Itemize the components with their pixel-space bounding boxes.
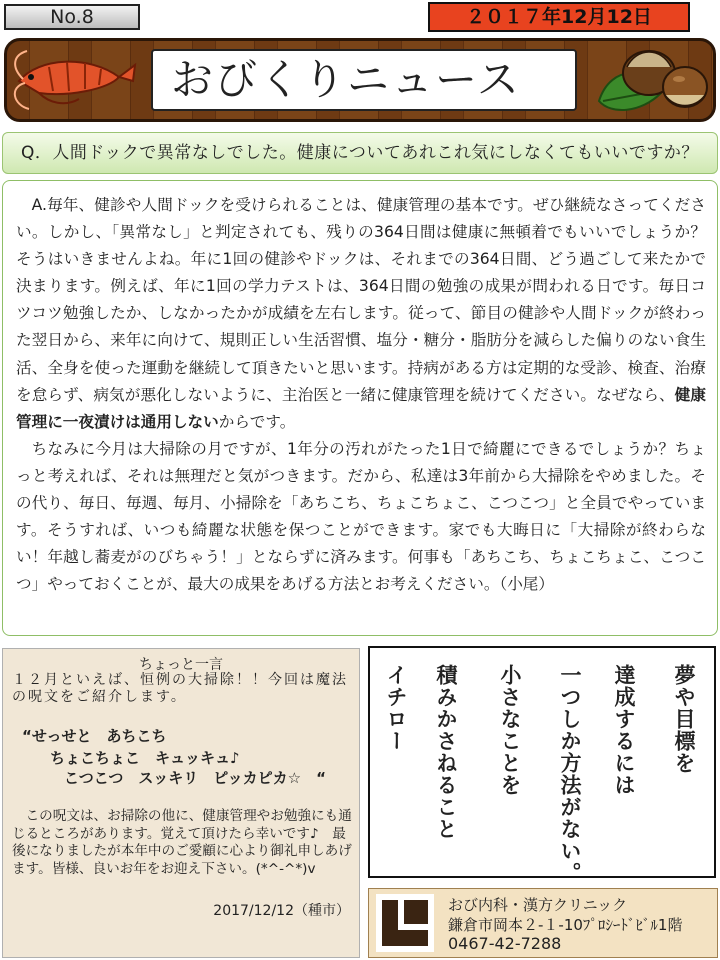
hitokoto-signature: 2017/12/12（種市） <box>213 903 350 919</box>
issue-date: ２０１７年12月12日 <box>428 2 690 32</box>
title-banner <box>4 38 716 122</box>
spell-line: こつこつ スッキリ ピッカピカ☆ “ <box>64 769 326 787</box>
spell-line: “せっせと あちこち <box>22 727 167 745</box>
quote-line: 一つしか方法がない。 <box>558 664 583 884</box>
question-box: Q．人間ドックで異常なしでした。健康についてあれこれ気にしなくてもいいですか？ <box>2 132 718 174</box>
quote-author: イチロー <box>384 664 409 752</box>
answer-text-segment: からです。 <box>218 412 296 431</box>
answer-text-segment: A.毎年、健診や人間ドックを受けられることは、健康管理の基本です。ぜひ継続なさってください。しかし、「異常なし」と判定されても、残りの364日間は健康に無頓着でもいいでしょうか？そうはいきませんよね。年に1回の健診やドックは、それまでの364日間、どう過ごして来たかで決まります。例えば、年に1回の学力テストは、364日間の勉強の成果が問われる日です。毎日コツコツ勉強したか、しなかったかが成績を左右します。従って、節目の健診や人間ドックが終わった翌日から、来年に向けて、規則正しい生活習慣、塩分・糖分・脂肪分を減らした偏りのない食生活、全身を使った運動を継続して頂きたいと思います。持病がある方は定期的な受診、検査、治療を怠らず、病気が悪化しないように、主治医と一緒に健康管理を続けてください。なぜなら、 <box>16 196 706 404</box>
answer-emphasis: 健康管理に一夜漬けは通用しない <box>16 385 706 431</box>
clinic-logo-icon <box>376 894 434 952</box>
hitokoto-body: この呪文は、お掃除の他に、健康管理やお勉強にも通じるところがあります。覚えて頂けたら幸いです♪ 最後になりましたが本年中のご愛顧に心より御礼申しあげます。皆様、良いお年をお迎え下さい。(*^-^*)v <box>12 808 352 877</box>
shrimp-icon <box>9 47 141 117</box>
hitokoto-title: ちょっと一言 <box>139 657 223 673</box>
quote-line: 小さなことを <box>498 664 523 796</box>
hitokoto-intro: １２月といえば、恒例の大掃除！！今回は魔法の呪文をご紹介します。 <box>12 672 348 705</box>
clinic-name: おび内科・漢方クリニック <box>448 896 628 914</box>
spell-line: ちょこちょこ キュッキュ♪ <box>50 749 240 767</box>
quote-box <box>368 646 716 878</box>
answer-paragraph-2: ちなみに今月は大掃除の月ですが、1年分の汚れがたった1日で綺麗にできるでしょうか？ちょっと考えれば、それは無理だと気がつきます。だから、私達は3年前から大掃除をやめました。その代り、毎日、毎週、毎月、小掃除を「あちこち、ちょこちょこ、こつこつ」と全員でやっています。そうすれば、いつも綺麗な状態を保つことができます。家でも大晦日に「大掃除が終わらない！年越し蕎麦がのびちゃう！」とならずに済みます。何事も「あちこち、ちょこちょこ、こつこつ」やっておくことが、最大の成果をあげる方法とお考えください。（小尾） <box>16 439 706 594</box>
chestnut-icon <box>591 43 713 121</box>
clinic-phone: 0467-42-7288 <box>448 934 562 953</box>
answer-paragraph-1 <box>16 192 706 436</box>
quote-line: 夢や目標を <box>672 664 697 774</box>
answer-text <box>16 192 706 598</box>
quote-line: 達成するには <box>612 664 637 796</box>
quote-line: 積みかさねること <box>434 664 459 840</box>
newsletter-title: おびくりニュース <box>151 49 577 111</box>
issue-number: No.8 <box>4 4 140 30</box>
clinic-address: 鎌倉市岡本２-１-10ﾌﾟﾛｼｰﾄﾞﾋﾞﾙ1階 <box>448 916 683 934</box>
